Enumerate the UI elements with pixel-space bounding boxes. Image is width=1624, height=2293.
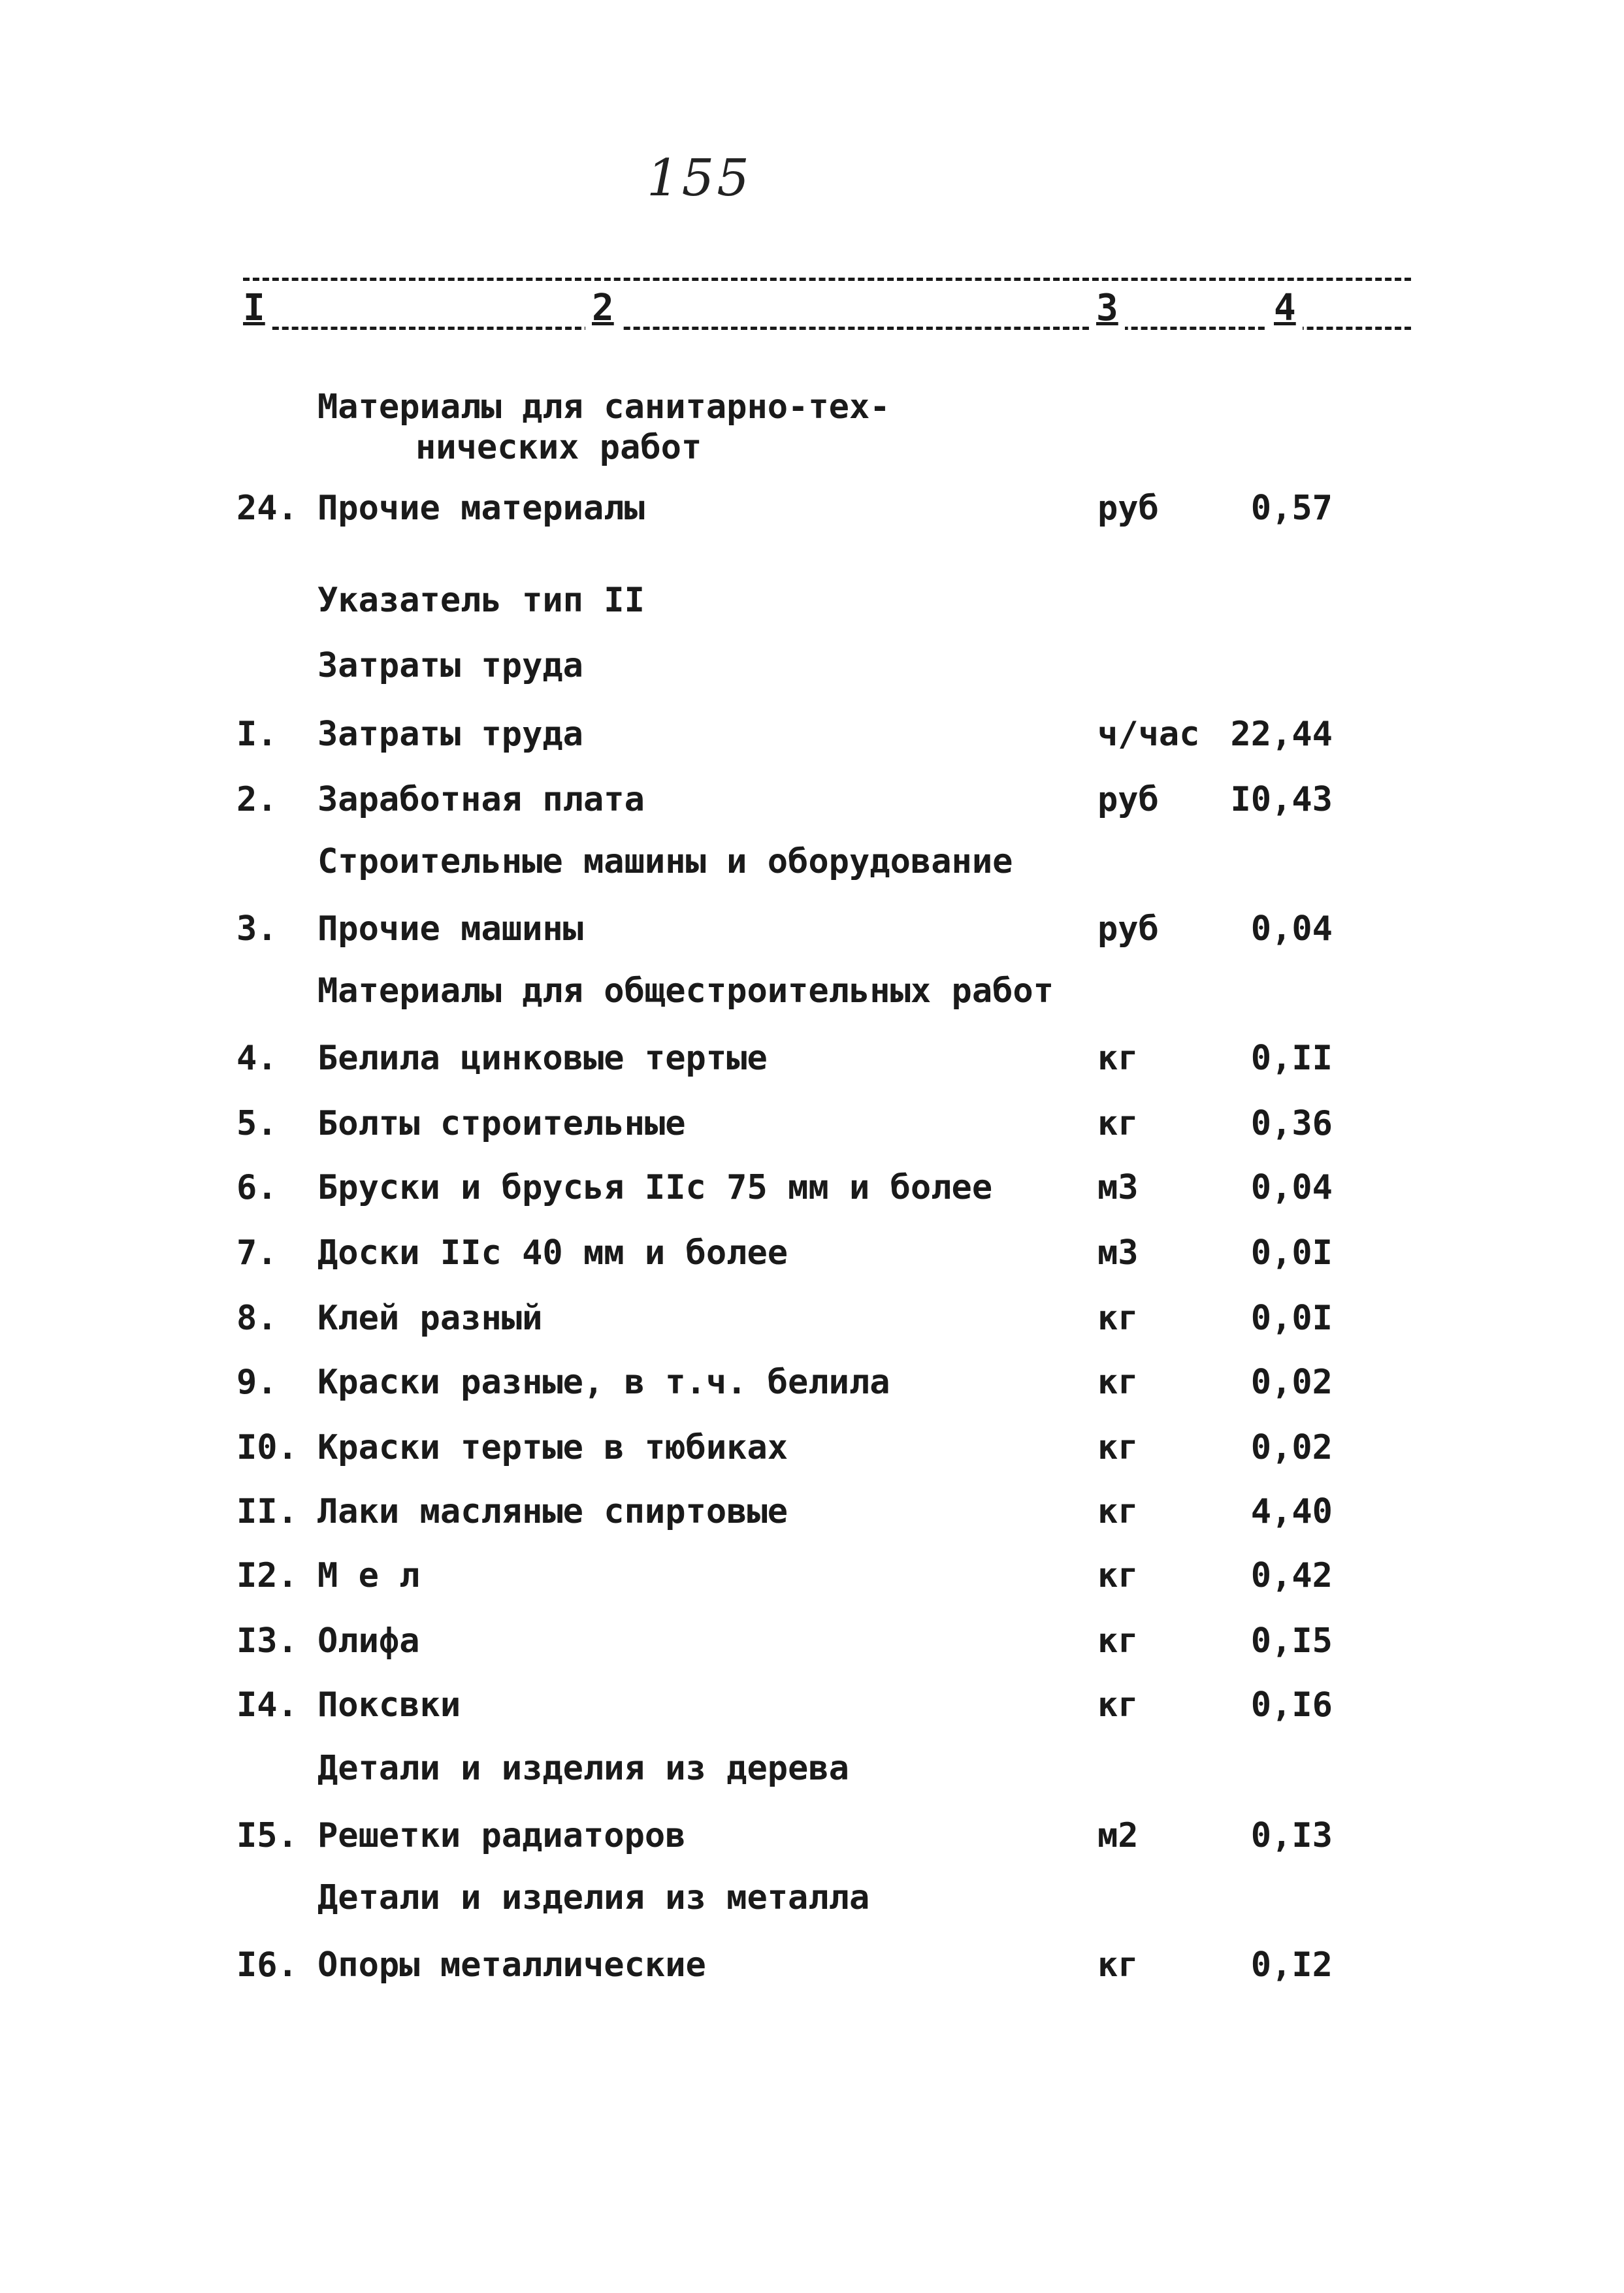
section-heading-metal: Детали и изделия из металла [317,1878,870,1917]
row-unit: ч/час [1097,715,1200,754]
section-heading-wood: Детали и изделия из дерева [317,1749,849,1788]
row-name: Краски разные, в т.ч. белила [317,1363,890,1402]
section-heading-general: Материалы для общестроительных работ [317,971,1054,1011]
row-value: 0,36 [1250,1104,1333,1143]
section-heading-line: Материалы для санитарно-тех- [317,387,890,427]
row-number: I3. [236,1621,298,1661]
row-unit: руб [1097,489,1159,528]
row-number: I. [236,715,278,754]
table-row [0,1356,1624,1408]
row-name: Опоры металлические [317,1945,706,1985]
row-number: 4. [236,1039,278,1078]
row-value: 22,44 [1230,715,1333,754]
table-row [0,1939,1624,1991]
row-value: I0,43 [1230,780,1333,819]
row-unit: кг [1097,1104,1139,1143]
table-row [0,1679,1624,1731]
row-value: 0,42 [1250,1556,1333,1595]
row-name: Олифа [317,1621,420,1661]
table-row [0,1422,1624,1474]
row-unit: кг [1097,1428,1139,1467]
column-header-3: 3 [1090,285,1125,332]
row-value: 0,04 [1250,1168,1333,1207]
row-value: 0,I6 [1250,1685,1333,1725]
row-number: I5. [236,1816,298,1855]
section-heading-line: нических работ [415,428,702,467]
row-name: Бруски и брусья IIс 75 мм и более [317,1168,993,1207]
row-value: 0,I5 [1250,1621,1333,1661]
column-header-1: I [236,285,272,332]
row-value: 0,0I [1250,1233,1333,1273]
row-unit: кг [1097,1685,1139,1725]
row-name: Заработная плата [317,780,645,819]
table-row [0,773,1624,826]
row-value: 0,04 [1250,909,1333,949]
table-row [0,1486,1624,1538]
row-name: Прочие машины [317,909,583,949]
row-name: Поксвки [317,1685,461,1725]
row-unit: кг [1097,1363,1139,1402]
row-value: 0,02 [1250,1363,1333,1402]
row-name: Белила цинковые тертые [317,1039,768,1078]
row-number: 5. [236,1104,278,1143]
row-value: 0,II [1250,1039,1333,1078]
row-number: I0. [236,1428,298,1467]
table-row [0,903,1624,955]
table-row [0,1550,1624,1602]
table-row [0,1098,1624,1150]
row-number: II. [236,1492,298,1531]
row-unit: м3 [1097,1233,1139,1273]
section-heading-machines: Строительные машины и оборудование [317,842,1013,881]
row-number: 9. [236,1363,278,1402]
row-unit: м2 [1097,1816,1139,1855]
row-name: Лаки масляные спиртовые [317,1492,788,1531]
row-unit: кг [1097,1039,1139,1078]
section-heading-type: Указатель тип II [317,581,645,620]
row-name: М е л [317,1556,420,1595]
row-name: Доски IIс 40 мм и более [317,1233,788,1273]
section-heading-labor: Затраты труда [317,646,583,685]
page-number: 155 [647,149,752,208]
row-value: 4,40 [1250,1492,1333,1531]
table-row [0,1810,1624,1862]
row-value: 0,0I [1250,1299,1333,1338]
row-name: Болты строительные [317,1104,686,1143]
row-number: 8. [236,1299,278,1338]
row-value: 0,02 [1250,1428,1333,1467]
row-name: Краски тертые в тюбиках [317,1428,788,1467]
row-unit: кг [1097,1299,1139,1338]
row-name: Прочие материалы [317,489,645,528]
row-value: 0,I2 [1250,1945,1333,1985]
section-heading-sanitary [317,387,890,468]
row-name: Решетки радиаторов [317,1816,686,1855]
row-value: 0,I3 [1250,1816,1333,1855]
row-unit: руб [1097,780,1159,819]
row-number: I4. [236,1685,298,1725]
column-header-4: 4 [1267,285,1303,332]
table-row [0,1227,1624,1279]
row-name: Клей разный [317,1299,543,1338]
row-value: 0,57 [1250,489,1333,528]
row-number: 7. [236,1233,278,1273]
row-number: 6. [236,1168,278,1207]
row-unit: кг [1097,1556,1139,1595]
row-name: Затраты труда [317,715,583,754]
table-row [0,1615,1624,1667]
table-row [0,1162,1624,1214]
row-number: I2. [236,1556,298,1595]
row-unit: кг [1097,1945,1139,1985]
table-row [0,708,1624,760]
row-unit: кг [1097,1621,1139,1661]
row-number: 24. [236,489,298,528]
row-number: I6. [236,1945,298,1985]
table-row [0,1292,1624,1344]
row-unit: кг [1097,1492,1139,1531]
row-number: 2. [236,780,278,819]
table-row [0,1032,1624,1084]
row-unit: м3 [1097,1168,1139,1207]
table-row [0,482,1624,534]
column-header-2: 2 [585,285,621,332]
row-number: 3. [236,909,278,949]
row-unit: руб [1097,909,1159,949]
